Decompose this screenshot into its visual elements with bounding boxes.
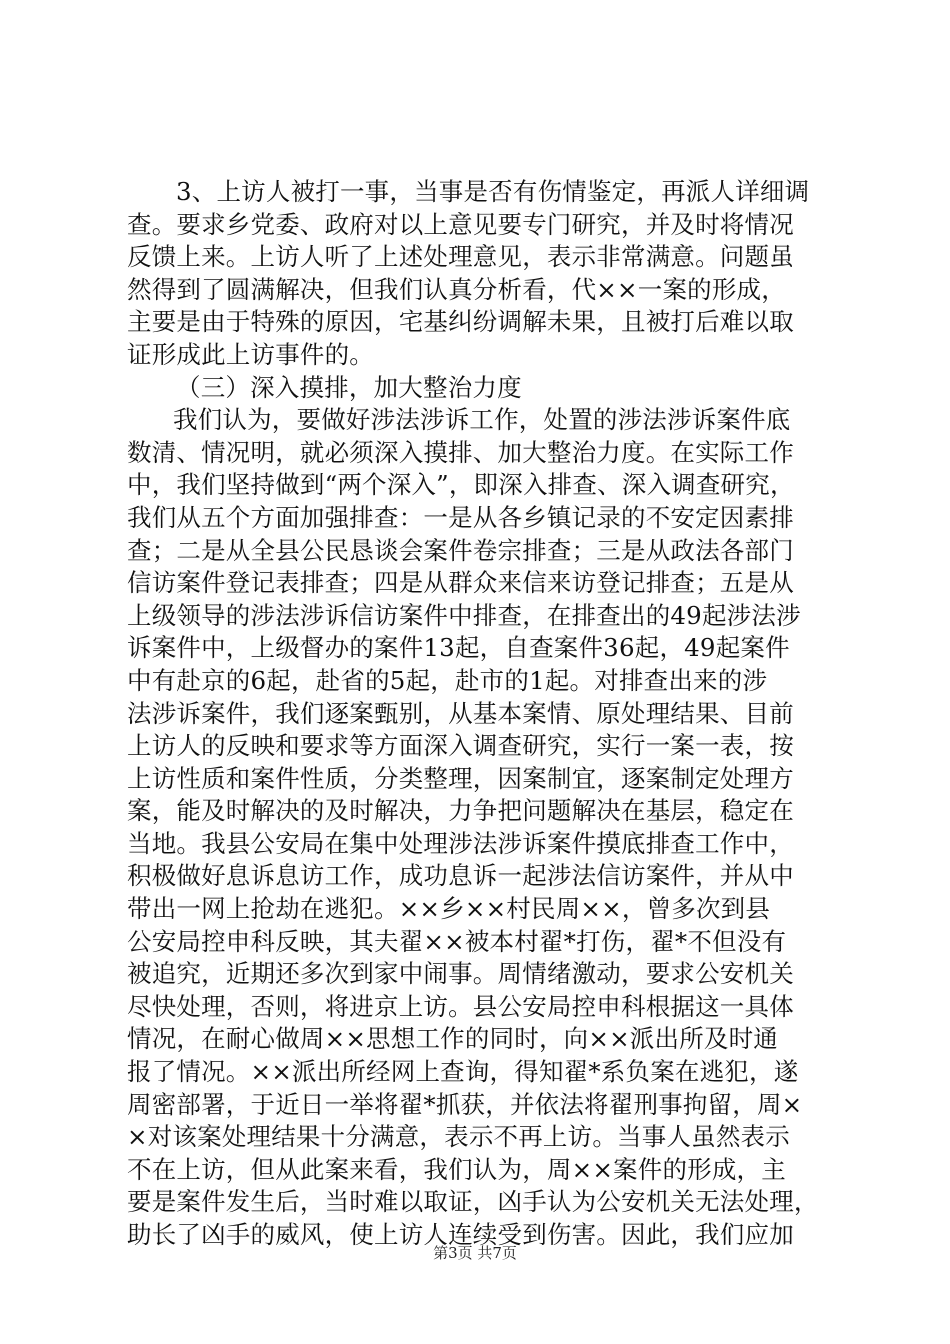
paragraph-line: 法涉诉案件，我们逐案甄别，从基本案情、原处理结果、目前 (127, 698, 794, 728)
paragraph-line: 上级领导的涉法涉诉信访案件中排查，在排查出的49起涉法涉 (127, 600, 801, 630)
paragraph-line: 证形成此上访事件的。 (127, 339, 374, 369)
paragraph-line: 查；二是从全县公民恳谈会案件卷宗排查；三是从政法各部门 (127, 535, 794, 565)
paragraph-line: 要是案件发生后，当时难以取证，凶手认为公安机关无法处理， (127, 1187, 819, 1217)
paragraph-line: 数清、情况明，就必须深入摸排、加大整治力度。在实际工作 (127, 437, 794, 467)
page-number-footer: 第3页 共7页 (433, 1244, 517, 1262)
paragraph-line: 被追究，近期还多次到家中闹事。周情绪激动，要求公安机关 (127, 959, 794, 989)
paragraph-line: 案，能及时解决的及时解决，力争把问题解决在基层，稳定在 (127, 796, 794, 826)
paragraph-line: 公安局控申科反映，其夫翟××被本村翟*打伤，翟*不但没有 (127, 926, 787, 956)
paragraph-line: 查。要求乡党委、政府对以上意见要专门研究，并及时将情况 (127, 209, 794, 239)
paragraph-line: 上访性质和案件性质，分类整理，因案制宜，逐案制定处理方 (127, 763, 794, 793)
paragraph-line: 主要是由于特殊的原因，宅基纠纷调解未果，且被打后难以取 (127, 307, 794, 337)
paragraph-line: 信访案件登记表排查；四是从群众来信来访登记排查；五是从 (127, 568, 794, 598)
paragraph-line: 积极做好息诉息访工作，成功息诉一起涉法信访案件，并从中 (127, 861, 794, 891)
paragraph-line: 情况，在耐心做周××思想工作的同时，向××派出所及时通 (127, 1024, 779, 1054)
paragraph-line: 3、上访人被打一事，当事是否有伤情鉴定，再派人详细调 (176, 177, 810, 206)
paragraph-line: ×对该案处理结果十分满意，表示不再上访。当事人虽然表示 (127, 1122, 790, 1152)
paragraph-line: 中，我们坚持做到“两个深入”，即深入排查、深入调查研究， (127, 470, 795, 500)
paragraph-line: 助长了凶手的威风，使上访人连续受到伤害。因此，我们应加 (127, 1220, 794, 1249)
paragraph-line: 不在上访，但从此案来看，我们认为，周××案件的形成，主 (127, 1154, 786, 1184)
body-text (127, 176, 839, 1252)
paragraph-line: 诉案件中，上级督办的案件13起，自查案件36起，49起案件 (127, 633, 790, 663)
paragraph-line: 当地。我县公安局在集中处理涉法涉诉案件摸底排查工作中， (127, 828, 794, 858)
paragraph-line: 尽快处理，否则，将进京上访。县公安局控申科根据这一具体 (127, 991, 794, 1021)
section-heading: （三）深入摸排，加大整治力度 (176, 372, 522, 402)
paragraph-line: 我们从五个方面加强排查：一是从各乡镇记录的不安定因素排 (127, 502, 794, 532)
paragraph-line: 然得到了圆满解决，但我们认真分析看，代××一案的形成， (127, 274, 786, 304)
paragraph-line: 带出一网上抢劫在逃犯。××乡××村民周××，曾多次到县 (127, 894, 771, 924)
paragraph-line: 我们认为，要做好涉法涉诉工作，处置的涉法涉诉案件底 (173, 405, 791, 435)
paragraph-line: 周密部署，于近日一举将翟*抓获，并依法将翟刑事拘留，周× (127, 1089, 803, 1119)
paragraph-line: 反馈上来。上访人听了上述处理意见，表示非常满意。问题虽 (127, 242, 794, 272)
paragraph-line: 报了情况。××派出所经网上查询，得知翟*系负案在逃犯，遂 (127, 1057, 799, 1087)
paragraph-line: 中有赴京的6起，赴省的5起，赴市的1起。对排查出来的涉 (127, 665, 768, 695)
paragraph-line: 上访人的反映和要求等方面深入调查研究，实行一案一表，按 (127, 731, 794, 761)
